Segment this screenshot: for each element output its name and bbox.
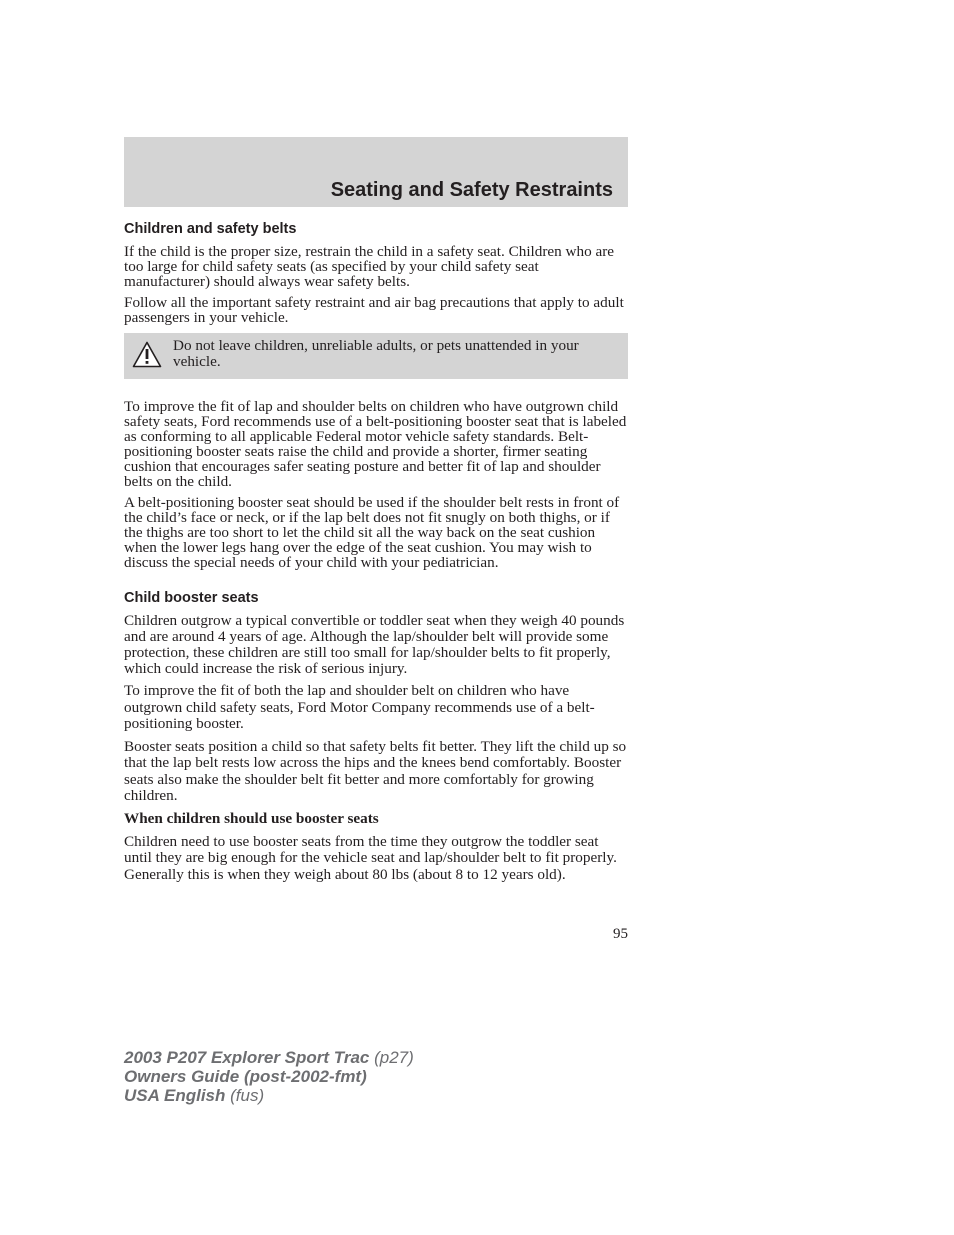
footer-line-2 [124, 1067, 414, 1086]
footer-language-code: (fus) [230, 1086, 265, 1105]
paragraph: Booster seats position a child so that safety belts fit better. They lift the child up so that the lap belt rests low across the hips and the knees bend comfortably. Booster seats also make the shoulder belt fit better and more comfortably for growing children. [124, 737, 627, 804]
footer-language: USA English [124, 1086, 226, 1105]
footer-model: 2003 P207 Explorer Sport Trac [124, 1048, 370, 1067]
subheading-booster-when: When children should use booster seats [124, 809, 379, 827]
heading-child-booster-seats: Child booster seats [124, 590, 259, 606]
paragraph: To improve the fit of both the lap and shoulder belt on children who have outgrown child safety seats, Ford Motor Company recommends use of a belt-positioning booster. [124, 682, 595, 732]
page-number: 95 [613, 926, 628, 942]
document-footer [124, 1048, 414, 1105]
footer-line-1 [124, 1048, 414, 1067]
footer-line-3 [124, 1086, 414, 1105]
heading-children-safety-belts: Children and safety belts [124, 221, 297, 237]
paragraph: Children need to use booster seats from the time they outgrow the toddler seat until they are big enough for the vehicle seat and lap/shoulder belt to fit properly. Generally this is when they weigh about 80 lbs (about 8 to 12 years old). [124, 832, 617, 883]
footer-model-code: (p27) [374, 1048, 414, 1067]
section-header-band [124, 137, 628, 207]
warning-text: Do not leave children, unreliable adults, or pets unattended in your vehicle. [173, 337, 579, 370]
warning-box [124, 333, 628, 379]
warning-triangle-icon [132, 341, 162, 368]
paragraph: Follow all the important safety restraint and air bag precautions that apply to adult passengers in your vehicle. [124, 294, 624, 326]
paragraph: A belt-positioning booster seat should be used if the shoulder belt rests in front of the child’s face or neck, or if the lap belt does not fit snugly on both thighs, or if the thighs are too short to let the child sit all the way back on the seat cushion when the lower legs hang over the edge of the seat cushion. You may wish to discuss the special needs of your child with your pediatrician. [124, 494, 620, 571]
paragraph: To improve the fit of lap and shoulder belts on children who have outgrown child safety seats, Ford recommends use of a belt-positioning booster seat that is labeled as conforming to all applicable Federal motor vehicle safety standards. Belt-positioning booster seats raise the child and provide a shorter, firmer seating cushion that encourages safer seating posture and better fit of lap and shoulder belts on the child. [124, 398, 627, 490]
section-title: Seating and Safety Restraints [330, 179, 613, 201]
footer-guide: Owners Guide (post-2002-fmt) [124, 1067, 367, 1086]
page-content [124, 219, 628, 889]
paragraph: Children outgrow a typical convertible or toddler seat when they weigh 40 pounds and are around 4 years of age. Although the lap/shoulder belt will provide some protection, these children are still too small for lap/shoulder belts to fit properly, which could increase the risk of serious injury. [124, 612, 625, 677]
paragraph: If the child is the proper size, restrain the child in a safety seat. Children who are too large for child safety seats (as specified by your child safety seat manufacturer) should always wear safety belts. [124, 243, 615, 290]
